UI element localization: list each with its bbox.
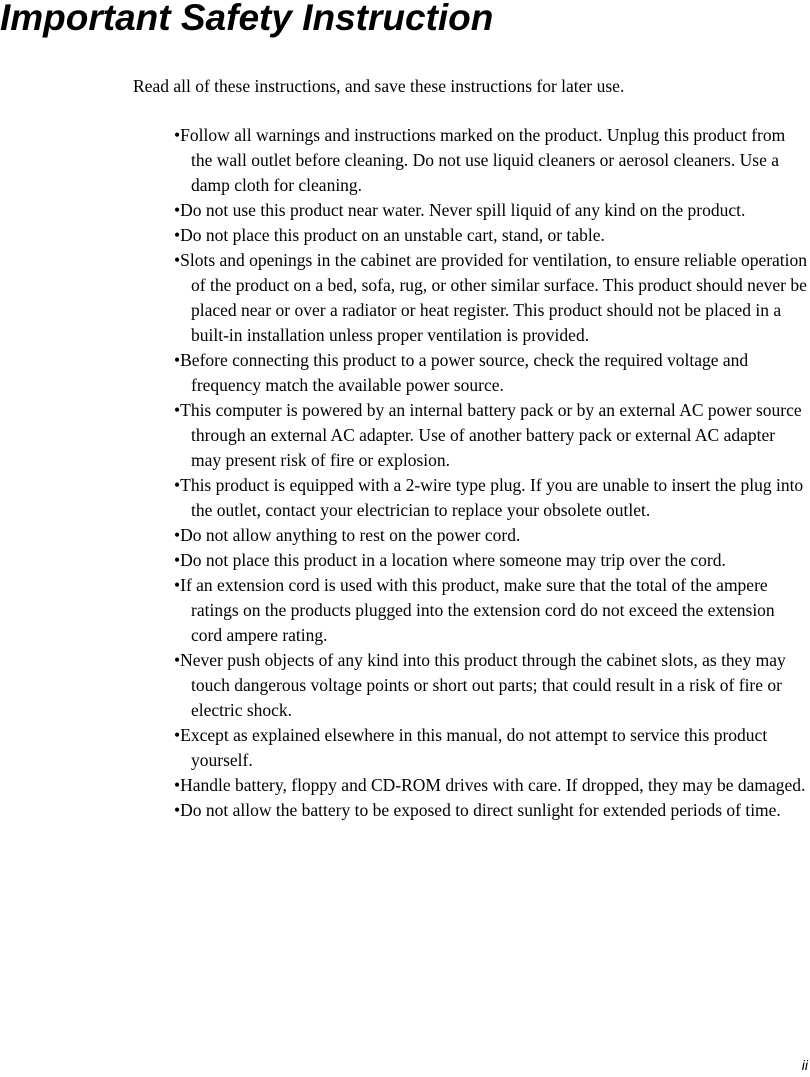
list-item: •Do not use this product near water. Never spill liquid of any kind on the product. xyxy=(174,200,746,220)
list-item: •This product is equipped with a 2-wire type plug. If you are unable to insert the plug into the outlet, contact your electrician to replace your obsolete outlet. xyxy=(174,475,804,520)
page-number: ii xyxy=(801,1057,808,1073)
safety-instructions-list xyxy=(174,123,808,823)
intro-text: Read all of these instructions, and save these instructions for later use. xyxy=(133,76,625,96)
list-item: •Do not allow the battery to be exposed to direct sunlight for extended periods of time. xyxy=(174,800,781,820)
list-item: •Never push objects of any kind into this product through the cabinet slots, as they may touch dangerous voltage points or short out parts; that could result in a risk of fire or electric shock. xyxy=(174,650,786,720)
list-item: •This computer is powered by an internal battery pack or by an external AC power source through an external AC adapter. Use of another battery pack or external AC adapter may present risk of fire or explosion. xyxy=(174,400,802,470)
list-item: •Follow all warnings and instructions marked on the product. Unplug this product from the wall outlet before cleaning. Do not use liquid cleaners or aerosol cleaners. Use a damp cloth for cleaning. xyxy=(174,125,786,195)
list-item: •If an extension cord is used with this product, make sure that the total of the ampere ratings on the products plugged into the extension cord do not exceed the extension cord ampere rating. xyxy=(174,575,775,645)
list-item: •Do not place this product on an unstable cart, stand, or table. xyxy=(174,225,605,245)
list-item: •Slots and openings in the cabinet are provided for ventilation, to ensure reliable operation of the product on a bed, sofa, rug, or other similar surface. This product should never be placed near or over a radiator or heat register. This product should not be placed in a built-in installation unless proper ventilation is provided. xyxy=(174,250,808,345)
list-item: •Except as explained elsewhere in this manual, do not attempt to service this product yourself. xyxy=(174,725,768,770)
list-item: •Do not place this product in a location where someone may trip over the cord. xyxy=(174,550,726,570)
list-item: •Before connecting this product to a power source, check the required voltage and frequency match the available power source. xyxy=(174,350,749,395)
list-item: •Do not allow anything to rest on the power cord. xyxy=(174,525,521,545)
page-title: Important Safety Instruction xyxy=(0,0,494,38)
list-item: •Handle battery, floppy and CD-ROM drives with care. If dropped, they may be damaged. xyxy=(174,775,806,795)
